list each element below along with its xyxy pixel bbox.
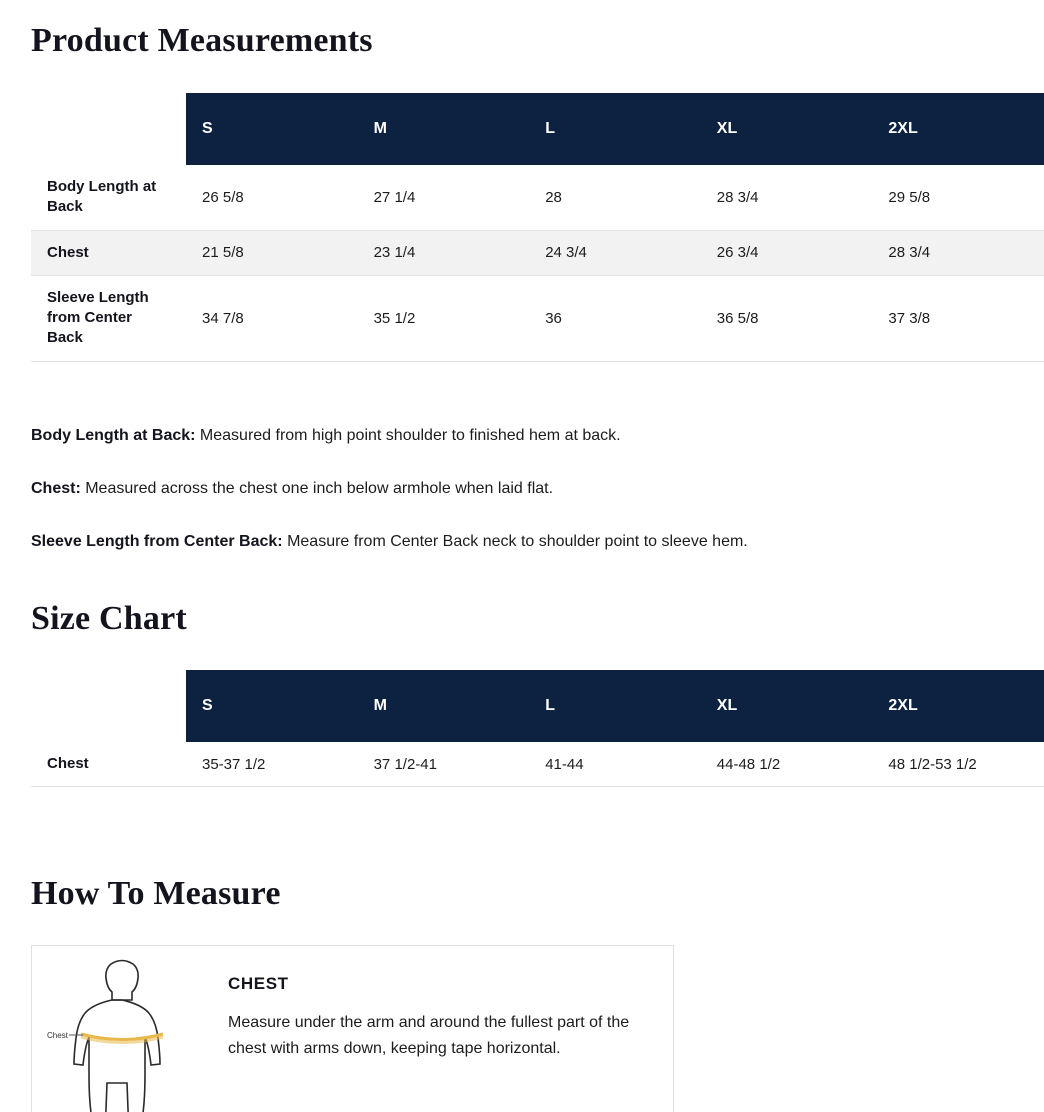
note-sleeve-length (31, 530, 1021, 553)
column-header-s: S (186, 670, 358, 742)
cell-chest-l: 41-44 (545, 755, 584, 773)
cell-body-length-s: 26 5/8 (202, 188, 244, 206)
note-term-chest: Chest: (31, 480, 81, 498)
note-term-sleeve-length: Sleeve Length from Center Back: (31, 533, 283, 551)
column-header-s: S (186, 93, 358, 165)
cell-sleeve-l: 36 (545, 309, 562, 327)
cell-sleeve-m: 35 1/2 (373, 309, 416, 327)
measurement-notes (31, 408, 1021, 584)
note-text-sleeve-length: Measure from Center Back neck to shoulder point to sleeve hem. (282, 533, 748, 551)
column-header-2xl: 2XL (872, 670, 1044, 742)
how-to-measure-card-chest (31, 945, 674, 1112)
table-row (31, 275, 1044, 361)
chest-measurement-diagram (32, 946, 212, 1112)
column-header-m: M (358, 93, 530, 165)
column-header-l: L (529, 670, 701, 742)
cell-body-length-xl: 28 3/4 (716, 188, 759, 206)
note-body-length (31, 424, 1021, 447)
how-to-measure-text-block (212, 946, 673, 1083)
column-header-xl: XL (701, 93, 873, 165)
note-chest (31, 477, 1021, 500)
column-header-xl: XL (701, 670, 873, 742)
column-header-blank (31, 93, 186, 165)
column-header-m: M (358, 670, 530, 742)
note-term-body-length: Body Length at Back: (31, 427, 196, 444)
cell-chest-m: 23 1/4 (373, 244, 416, 262)
cell-sleeve-xl: 36 5/8 (716, 309, 759, 327)
how-to-measure-heading: CHEST (228, 974, 289, 993)
cell-chest-2xl: 28 3/4 (888, 244, 931, 262)
cell-body-length-m: 27 1/4 (373, 188, 416, 206)
page-title-how-to-measure: How To Measure (31, 875, 281, 912)
cell-chest-l: 24 3/4 (545, 244, 587, 262)
table-body (31, 742, 1044, 787)
table-header (31, 670, 1044, 742)
table-row (31, 742, 1044, 787)
table-header-row (31, 93, 1044, 165)
cell-body-length-2xl: 29 5/8 (888, 188, 931, 206)
cell-chest-xl: 26 3/4 (716, 244, 759, 262)
table-header (31, 93, 1044, 165)
row-header-chest: Chest (47, 755, 89, 772)
cell-body-length-l: 28 (545, 188, 562, 206)
how-to-measure-description: Measure under the arm and around the fullest part of the chest with arms down, keeping tape horizontal. (228, 1014, 630, 1058)
table-row (31, 165, 1044, 230)
row-header-body-length: Body Length at Back (47, 178, 157, 216)
cell-sleeve-s: 34 7/8 (202, 309, 244, 327)
cell-sleeve-2xl: 37 3/8 (888, 309, 931, 327)
column-header-l: L (529, 93, 701, 165)
size-chart-table (31, 670, 1044, 787)
note-text-chest: Measured across the chest one inch below armhole when laid flat. (80, 480, 554, 498)
cell-chest-s: 35-37 1/2 (202, 755, 266, 773)
cell-chest-m: 37 1/2-41 (373, 755, 437, 773)
product-measurements-table (31, 93, 1044, 362)
table-row (31, 230, 1044, 275)
cell-chest-xl: 44-48 1/2 (716, 755, 781, 773)
figure-label-chest: Chest (47, 1031, 68, 1040)
cell-chest-2xl: 48 1/2-53 1/2 (888, 755, 977, 773)
row-header-sleeve-length: Sleeve Length from Center Back (47, 288, 149, 347)
cell-chest-s: 21 5/8 (202, 244, 244, 262)
column-header-blank (31, 670, 186, 742)
note-text-body-length: Measured from high point shoulder to finished hem at back. (195, 427, 621, 444)
page-title-size-chart: Size Chart (31, 600, 187, 637)
column-header-2xl: 2XL (872, 93, 1044, 165)
table-header-row (31, 670, 1044, 742)
table-body (31, 165, 1044, 361)
page-title-product-measurements: Product Measurements (31, 22, 373, 59)
row-header-chest: Chest (31, 230, 186, 275)
